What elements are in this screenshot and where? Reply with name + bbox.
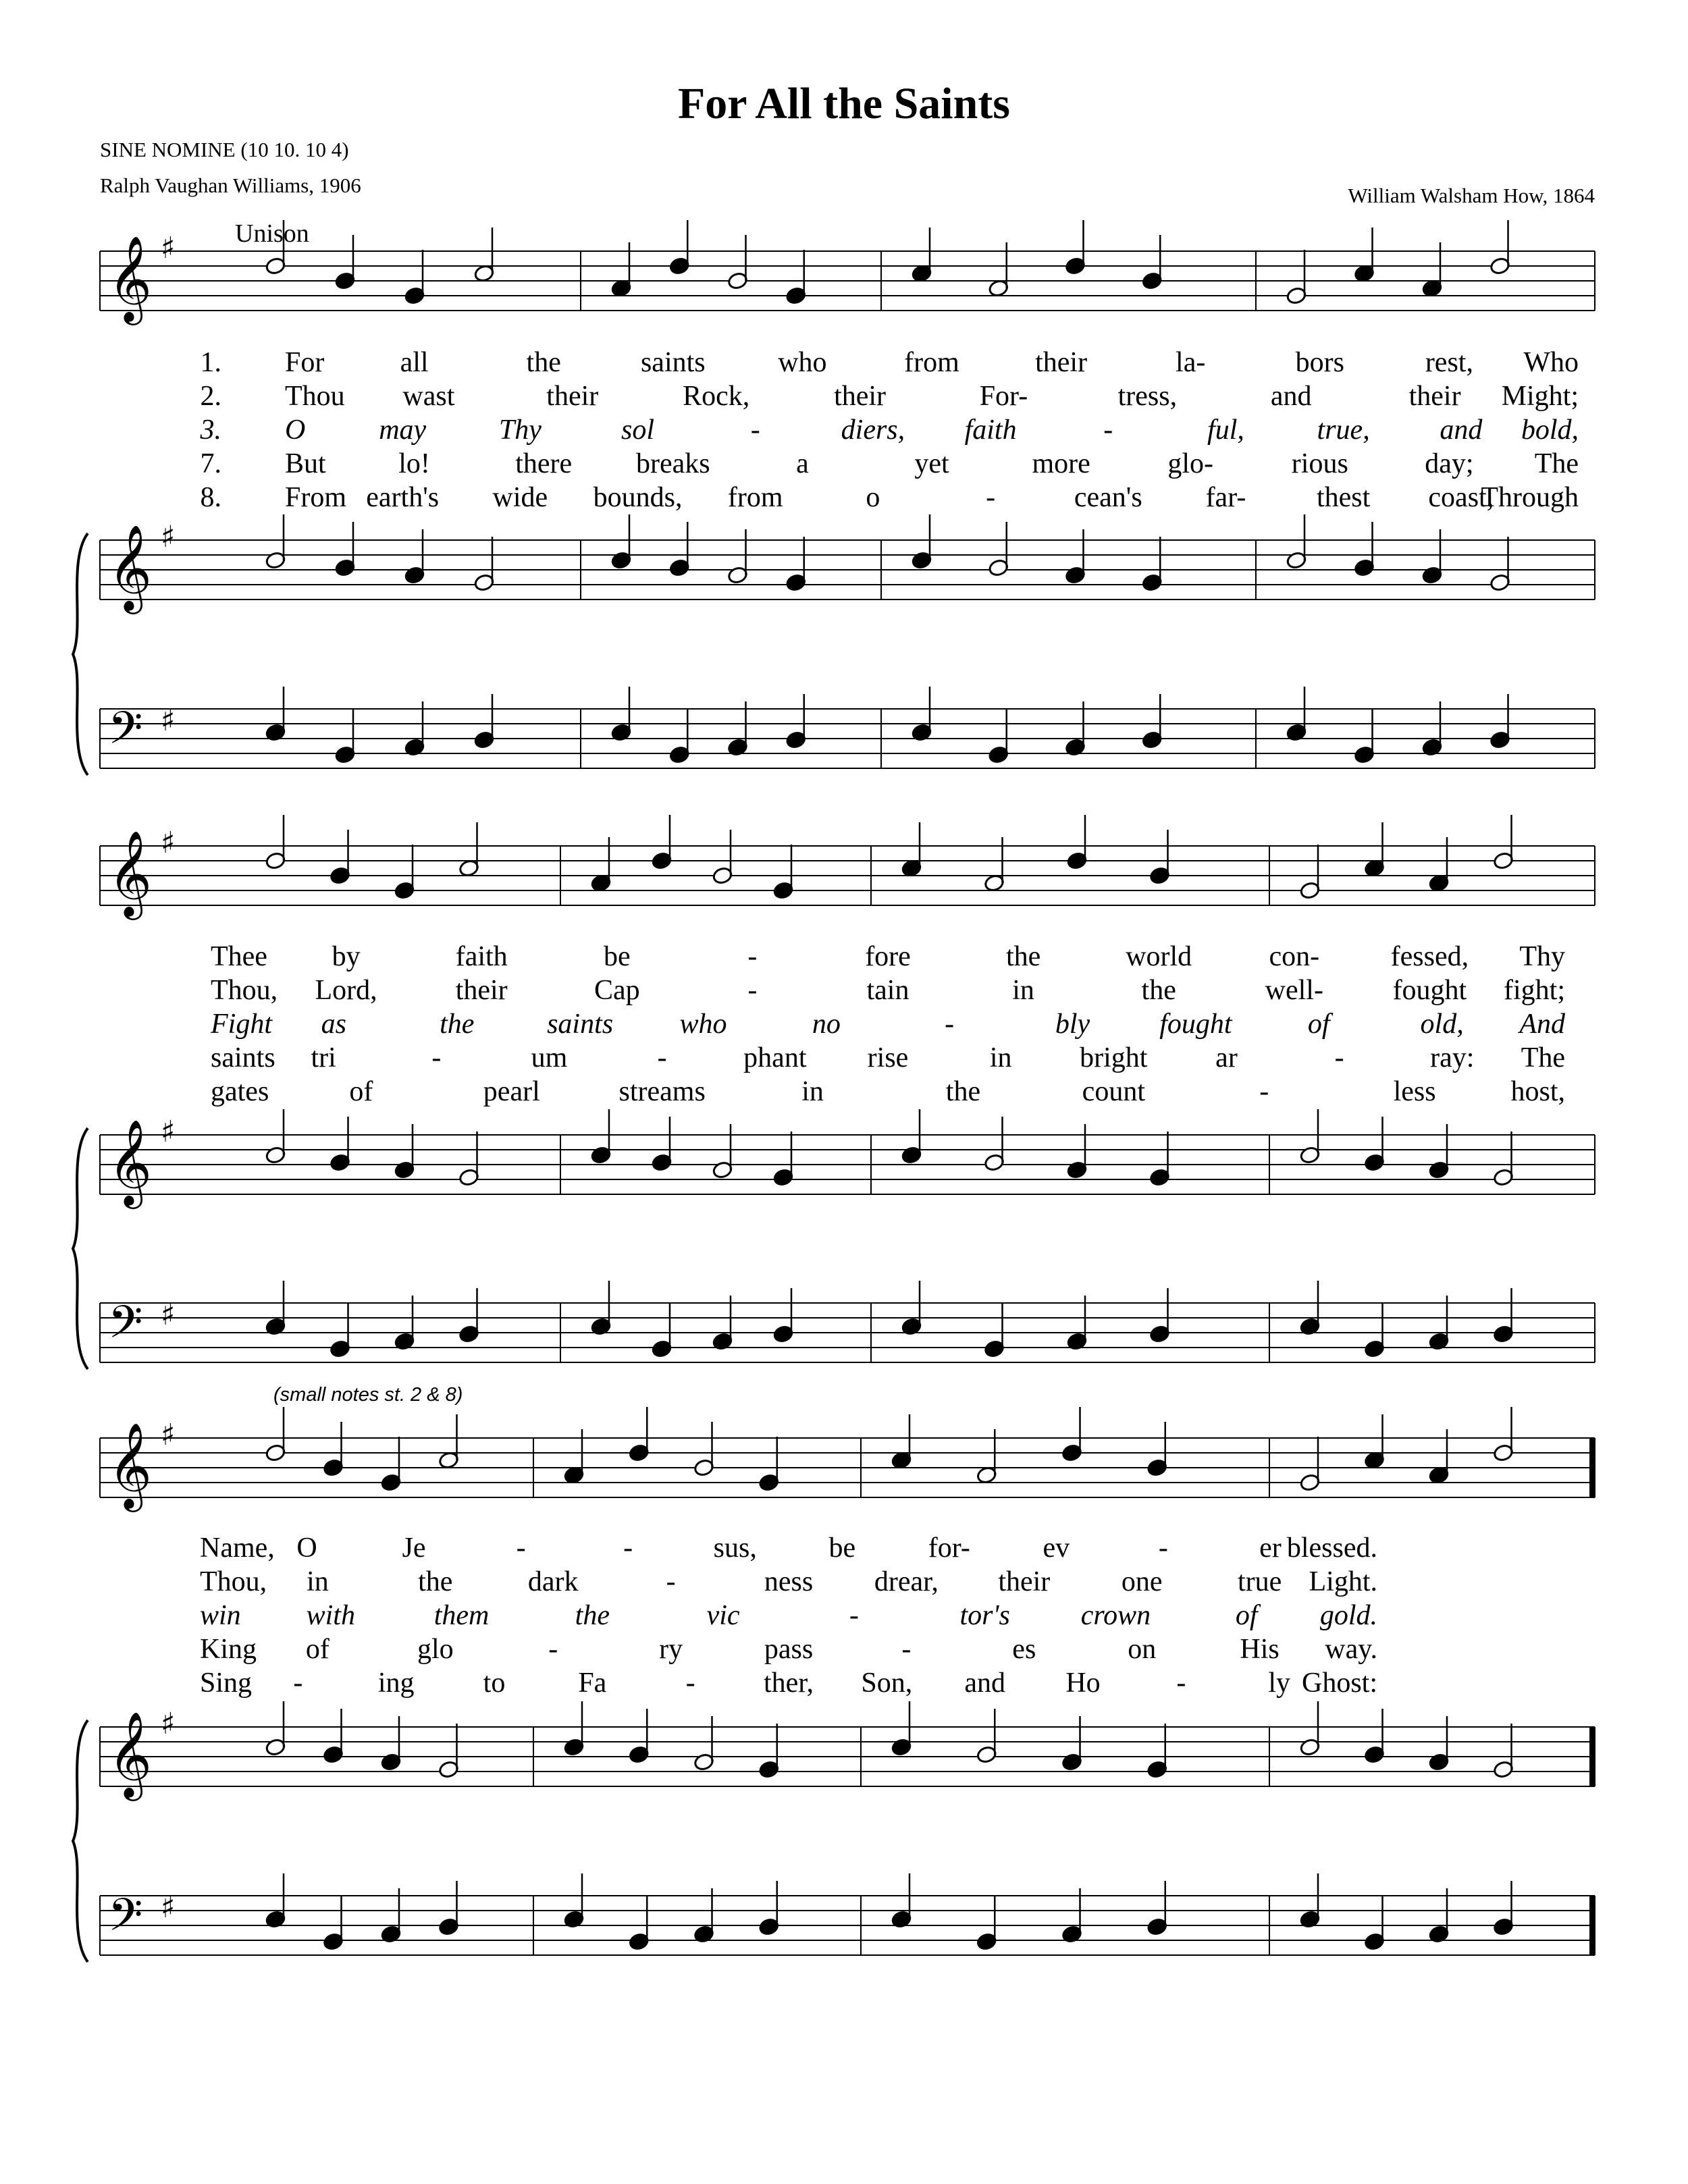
verse-number: 3. <box>200 415 221 446</box>
verse-line-2-syllable: And <box>1519 1009 1565 1040</box>
verse-line-3-syllable: way. <box>1325 1634 1377 1665</box>
verse-line-1-syllable: Thou <box>285 381 345 412</box>
hymn-title: For All the Saints <box>677 79 1011 128</box>
verse-line-3-syllable: ness <box>764 1566 814 1597</box>
verse-line-3-syllable: pass <box>764 1634 814 1665</box>
verse-line-1-syllable: from <box>904 347 959 378</box>
verse-line-1-syllable: Rock, <box>683 381 750 412</box>
verse-line-2-syllable: Lord, <box>315 975 377 1006</box>
verse-line-3-syllable: ing <box>377 1668 415 1699</box>
verse-line-2-syllable: of <box>1307 1009 1330 1040</box>
treble-clef-icon: 𝄞 <box>108 1119 153 1205</box>
verse-line-3-syllable: to <box>483 1668 506 1699</box>
verse-line-3-syllable: es <box>1012 1634 1036 1665</box>
verse-line-2-syllable: the <box>945 1076 981 1107</box>
verse-line-1-syllable: coast, <box>1428 482 1494 513</box>
bass-clef-icon: 𝄢 <box>108 1296 143 1359</box>
verse-line-1-syllable: day; <box>1425 448 1474 479</box>
verse-line-1-syllable: bold, <box>1521 415 1579 446</box>
verse-number: 7. <box>200 448 221 479</box>
system-brace <box>73 1720 88 1962</box>
verse-line-2-syllable: the <box>1141 975 1176 1006</box>
unison-instruction: Unison <box>235 219 309 248</box>
verse-line-2-syllable: Thou, <box>211 975 278 1006</box>
key-signature-sharp-icon: ♯ <box>161 1115 176 1149</box>
verse-line-2-syllable: ar <box>1215 1042 1238 1073</box>
key-signature-sharp-icon: ♯ <box>161 520 176 554</box>
verse-line-1-syllable: The <box>1534 448 1579 479</box>
verse-line-2-syllable: - <box>945 1009 955 1040</box>
verse-line-2-syllable: - <box>747 941 758 972</box>
treble-clef-icon: 𝄞 <box>108 1711 153 1797</box>
key-signature-sharp-icon: ♯ <box>161 1298 176 1332</box>
verse-line-3-syllable: vic <box>706 1600 740 1631</box>
verse-line-3-syllable: drear, <box>874 1566 939 1597</box>
verse-line-1-syllable: there <box>515 448 573 479</box>
verse-line-2-syllable: saints <box>211 1042 275 1073</box>
verse-line-2-syllable: pearl <box>483 1076 540 1107</box>
composer-credit: Ralph Vaughan Williams, 1906 <box>100 174 361 197</box>
verse-line-1-syllable: o <box>866 482 880 513</box>
verse-line-1-syllable: wide <box>492 482 548 513</box>
verse-line-3-syllable: of <box>1235 1600 1258 1631</box>
verse-line-3-syllable: Ho <box>1065 1668 1101 1699</box>
verse-line-3-syllable: Sing <box>200 1668 253 1699</box>
verse-line-2-syllable: The <box>1521 1042 1565 1073</box>
verse-line-2-syllable: in <box>989 1042 1012 1073</box>
verse-line-1-syllable: from <box>727 482 783 513</box>
verse-line-2-syllable: in <box>1012 975 1034 1006</box>
verse-line-1-syllable: their <box>1408 381 1461 412</box>
verse-line-1-syllable: faith <box>964 415 1017 446</box>
verse-line-3-syllable: - <box>666 1566 676 1597</box>
final-bar-line <box>1589 1438 1595 1497</box>
verse-line-3-syllable: in <box>307 1566 329 1597</box>
verse-line-3-syllable: ly <box>1268 1668 1291 1699</box>
verse-line-1-syllable: la- <box>1176 347 1206 378</box>
verse-line-2-syllable: saints <box>547 1009 614 1040</box>
verse-line-3-syllable: - <box>516 1533 526 1564</box>
verse-line-1-syllable: yet <box>914 448 949 479</box>
verse-line-1-syllable: Through <box>1481 482 1579 513</box>
verse-line-2-syllable: um <box>531 1042 568 1073</box>
verse-line-2-syllable: count <box>1082 1076 1145 1107</box>
verse-line-1-syllable: But <box>285 448 326 479</box>
bass-clef-icon: 𝄢 <box>108 1889 143 1952</box>
verse-line-2-syllable: well- <box>1265 975 1323 1006</box>
verse-line-3-syllable: their <box>998 1566 1051 1597</box>
verse-line-2-syllable: - <box>1259 1076 1269 1107</box>
verse-line-2-syllable: faith <box>455 941 508 972</box>
verse-line-2-syllable: Thee <box>211 941 267 972</box>
verse-line-1-syllable: sol <box>621 415 655 446</box>
verse-number: 8. <box>200 482 221 513</box>
treble-clef-icon: 𝄞 <box>108 235 153 321</box>
verse-line-3-syllable: O <box>296 1533 317 1564</box>
treble-clef-icon: 𝄞 <box>108 524 153 610</box>
verse-line-1-syllable: their <box>834 381 887 412</box>
verse-line-1-syllable: diers, <box>841 415 905 446</box>
verse-line-1-syllable: more <box>1032 448 1090 479</box>
verse-line-1-syllable: and <box>1270 381 1312 412</box>
verse-line-3-syllable: Ghost: <box>1301 1668 1377 1699</box>
final-bar-line <box>1589 1896 1595 1955</box>
verse-line-3-syllable: win <box>200 1600 241 1631</box>
verse-line-1-syllable: saints <box>640 347 706 378</box>
tune-name: SINE NOMINE (10 10. 10 4) <box>100 138 349 161</box>
verse-line-3-syllable: glo <box>417 1634 454 1665</box>
verse-line-3-syllable: sus, <box>713 1533 757 1564</box>
key-signature-sharp-icon: ♯ <box>161 1418 176 1452</box>
verse-line-2-syllable: gates <box>211 1076 269 1107</box>
verse-line-2-syllable: bright <box>1080 1042 1148 1073</box>
verse-line-2-syllable: less <box>1393 1076 1436 1107</box>
verse-line-2-syllable: Fight <box>211 1009 272 1040</box>
verse-line-2-syllable: phant <box>743 1042 807 1073</box>
verse-line-3-syllable: the <box>575 1600 610 1631</box>
verse-line-1-syllable: For <box>285 347 325 378</box>
verse-line-2-syllable: Cap <box>594 975 640 1006</box>
verse-line-2-syllable: in <box>801 1076 824 1107</box>
verse-line-1-syllable: and <box>1440 415 1483 446</box>
verse-line-1-syllable: their <box>546 381 599 412</box>
verse-line-1-syllable: ful, <box>1207 415 1244 446</box>
verse-line-1-syllable: Who <box>1523 347 1579 378</box>
verse-line-1-syllable: thest <box>1316 482 1371 513</box>
verse-line-1-syllable: - <box>1103 415 1113 446</box>
key-signature-sharp-icon: ♯ <box>161 1890 176 1925</box>
verse-line-2-syllable: tain <box>866 975 909 1006</box>
verse-line-2-syllable: host, <box>1510 1076 1565 1107</box>
verse-line-1-syllable: all <box>400 347 429 378</box>
verse-line-1-syllable: may <box>379 415 427 446</box>
verse-line-1-syllable: who <box>778 347 827 378</box>
verse-line-2-syllable: as <box>321 1009 347 1040</box>
verse-line-3-syllable: one <box>1121 1566 1163 1597</box>
verse-line-2-syllable: by <box>332 941 361 972</box>
verse-line-2-syllable: be <box>603 941 631 972</box>
verse-line-3-syllable: er <box>1259 1533 1282 1564</box>
verse-line-2-syllable: the <box>1005 941 1041 972</box>
verse-line-1-syllable: lo! <box>398 448 430 479</box>
verse-line-2-syllable: - <box>747 975 758 1006</box>
verse-line-2-syllable: their <box>455 975 508 1006</box>
verse-line-3-syllable: for- <box>928 1533 970 1564</box>
verse-line-3-syllable: - <box>1176 1668 1186 1699</box>
verse-line-2-syllable: - <box>1334 1042 1344 1073</box>
verse-line-2-syllable: bly <box>1055 1009 1090 1040</box>
verse-line-2-syllable: streams <box>618 1076 706 1107</box>
verse-line-1-syllable: bors <box>1295 347 1344 378</box>
verse-line-2-syllable: - <box>431 1042 442 1073</box>
verse-line-1-syllable: - <box>986 482 996 513</box>
verse-line-2-syllable: tri <box>311 1042 336 1073</box>
verse-line-2-syllable: who <box>679 1009 727 1040</box>
verse-line-3-syllable: - <box>849 1600 859 1631</box>
verse-line-3-syllable: gold. <box>1319 1600 1377 1631</box>
verse-line-2-syllable: no <box>812 1009 841 1040</box>
verse-line-3-syllable: - <box>1158 1533 1168 1564</box>
verse-line-2-syllable: fore <box>865 941 911 972</box>
verse-line-2-syllable: fought <box>1392 975 1467 1006</box>
verse-line-1-syllable: tress, <box>1117 381 1178 412</box>
verse-line-1-syllable: rious <box>1291 448 1348 479</box>
verse-line-1-syllable: true, <box>1317 415 1370 446</box>
verse-line-3-syllable: and <box>964 1668 1005 1699</box>
verse-line-2-syllable: con- <box>1269 941 1320 972</box>
verse-line-2-syllable: the <box>440 1009 475 1040</box>
verse-line-1-syllable: their <box>1035 347 1088 378</box>
verse-line-2-syllable: - <box>657 1042 667 1073</box>
verse-line-1-syllable: - <box>750 415 760 446</box>
verse-line-2-syllable: ray: <box>1430 1042 1475 1073</box>
verse-line-1-syllable: glo- <box>1167 448 1214 479</box>
verse-line-3-syllable: true <box>1237 1566 1282 1597</box>
verse-line-3-syllable: His <box>1240 1634 1280 1665</box>
verse-line-3-syllable: King <box>200 1634 257 1665</box>
verse-line-3-syllable: - <box>548 1634 558 1665</box>
verse-line-3-syllable: be <box>828 1533 856 1564</box>
author-credit: William Walsham How, 1864 <box>1348 184 1595 207</box>
verse-line-1-syllable: far- <box>1205 482 1246 513</box>
verse-line-2-syllable: of <box>349 1076 373 1107</box>
final-bar-line <box>1589 1727 1595 1786</box>
verse-number: 2. <box>200 381 221 412</box>
verse-line-3-syllable: Light. <box>1309 1566 1377 1597</box>
verse-line-2-syllable: rise <box>867 1042 909 1073</box>
verse-line-1-syllable: O <box>285 415 306 446</box>
key-signature-sharp-icon: ♯ <box>161 1707 176 1741</box>
system-brace <box>73 1128 88 1369</box>
verse-line-3-syllable: on <box>1128 1634 1157 1665</box>
verse-line-3-syllable: blessed. <box>1286 1533 1377 1564</box>
key-signature-sharp-icon: ♯ <box>161 826 176 860</box>
small-notes-instruction: (small notes st. 2 & 8) <box>273 1384 463 1406</box>
verse-line-3-syllable: Fa <box>578 1668 607 1699</box>
treble-clef-icon: 𝄞 <box>108 830 153 916</box>
verse-line-1-syllable: cean's <box>1074 482 1142 513</box>
verse-line-3-syllable: ry <box>659 1634 683 1665</box>
verse-line-3-syllable: Name, <box>200 1533 275 1564</box>
verse-line-2-syllable: old, <box>1420 1009 1464 1040</box>
bass-clef-icon: 𝄢 <box>108 702 143 765</box>
verse-line-3-syllable: Son, <box>861 1668 913 1699</box>
verse-line-2-syllable: fessed, <box>1390 941 1469 972</box>
verse-line-2-syllable: fight; <box>1504 975 1565 1006</box>
verse-line-1-syllable: wast <box>402 381 455 412</box>
verse-line-3-syllable: - <box>293 1668 303 1699</box>
verse-line-1-syllable: a <box>796 448 809 479</box>
verse-line-3-syllable: them <box>433 1600 490 1631</box>
treble-clef-icon: 𝄞 <box>108 1422 153 1508</box>
verse-line-3-syllable: crown <box>1080 1600 1151 1631</box>
verse-line-1-syllable: For- <box>979 381 1028 412</box>
verse-line-3-syllable: - <box>685 1668 695 1699</box>
verse-line-1-syllable: earth's <box>366 482 440 513</box>
system-brace <box>73 533 88 775</box>
verse-line-3-syllable: - <box>901 1634 912 1665</box>
verse-line-3-syllable: the <box>418 1566 453 1597</box>
verse-line-1-syllable: From <box>285 482 347 513</box>
verse-line-1-syllable: breaks <box>635 448 710 479</box>
verse-line-3-syllable: tor's <box>959 1600 1010 1631</box>
key-signature-sharp-icon: ♯ <box>161 703 176 738</box>
verse-line-3-syllable: ev <box>1043 1533 1070 1564</box>
verse-line-3-syllable: Je <box>402 1533 426 1564</box>
verse-line-1-syllable: Might; <box>1501 381 1579 412</box>
verse-line-1-syllable: bounds, <box>593 482 683 513</box>
verse-line-2-syllable: world <box>1126 941 1192 972</box>
verse-line-3-syllable: - <box>623 1533 633 1564</box>
verse-line-3-syllable: of <box>305 1634 329 1665</box>
verse-line-2-syllable: fought <box>1159 1009 1232 1040</box>
verse-line-1-syllable: Thy <box>498 415 542 446</box>
verse-number: 1. <box>200 347 221 378</box>
verse-line-1-syllable: the <box>526 347 561 378</box>
verse-line-3-syllable: Thou, <box>200 1566 267 1597</box>
verse-line-3-syllable: with <box>306 1600 355 1631</box>
verse-line-2-syllable: Thy <box>1519 941 1565 972</box>
verse-line-3-syllable: ther, <box>763 1668 814 1699</box>
key-signature-sharp-icon: ♯ <box>161 231 176 265</box>
verse-line-1-syllable: rest, <box>1425 347 1473 378</box>
verse-line-3-syllable: dark <box>527 1566 579 1597</box>
